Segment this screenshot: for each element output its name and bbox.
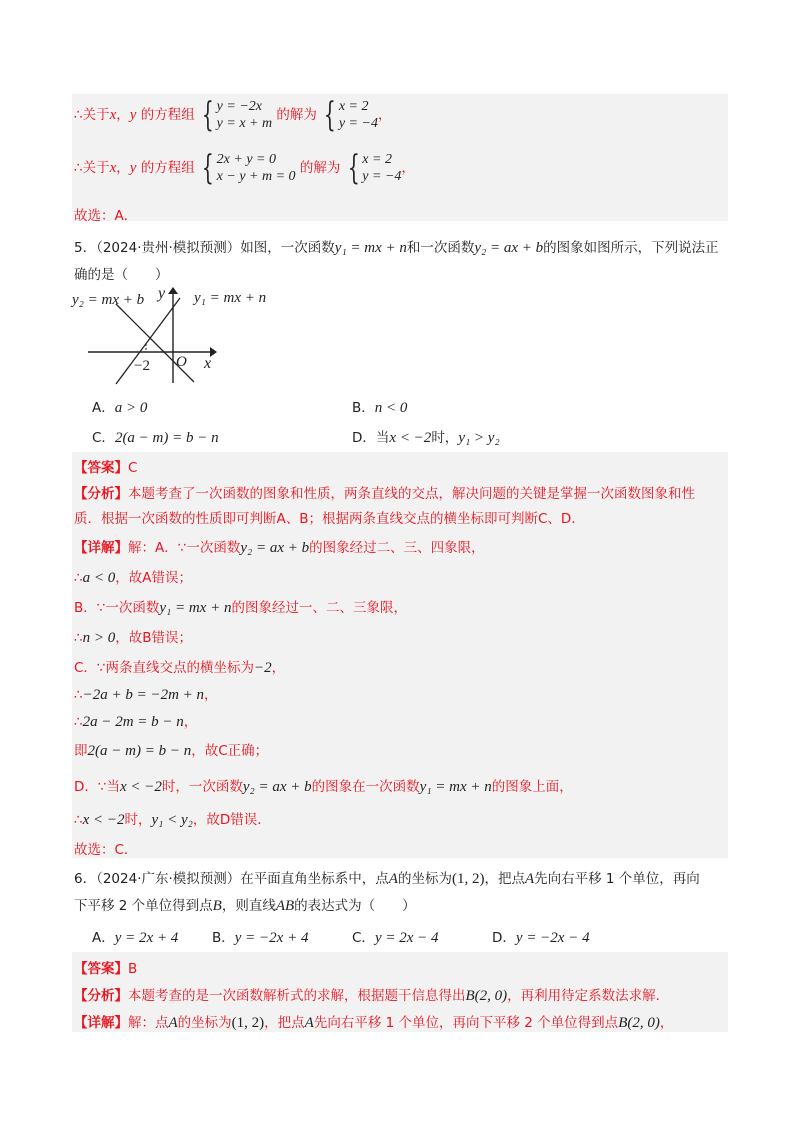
a5-analysis-2: 质．根据一次函数的性质即可判断A、B；根据两条直线交点的横坐标即可判断C、D． [74, 511, 585, 527]
axis-x-label: x [204, 355, 212, 372]
a6-analysis: 【分析】本题考查的是一次函数解析式的求解，根据题干信息得出B(2, 0)，再利用待定系数法求解． [74, 988, 670, 1004]
a5-detail-9: D．∵当x < −2时，一次函数y₂ = ax + b的图象在一次函数y₁ = mx + n的图象上面， [74, 779, 573, 795]
y-axis-arrow [168, 287, 178, 294]
q6-option-C[interactable]: C．y = 2x − 4 [352, 930, 439, 946]
a5-detail-4: ∴n > 0，故B错误； [74, 630, 192, 646]
system-line-2: ∴关于x，y 的方程组 { 2x + y = 0 x − y + m = 0 的解为 { x = 2 y = −4 ， [74, 148, 415, 188]
system-line-1: ∴关于x，y 的方程组 { y = −2x y = x + m 的解为 { x = 2 y = −4 ， [74, 95, 392, 135]
a5-answer: 【答案】C [74, 460, 138, 476]
label-y2: y₂ = mx + b [72, 292, 145, 308]
equation-system: { 2x + y = 0 x − y + m = 0 [201, 148, 296, 188]
question-6-stem-cont: 下平移 2 个单位得到点B，则直线AB的表达式为（ ） [74, 898, 416, 914]
solution-system: { x = 2 y = −4 [324, 95, 378, 135]
label-y1: y₁ = mx + n [194, 290, 267, 306]
equation-system: { y = −2x y = x + m [201, 95, 273, 135]
a5-detail-10: ∴x < −2时，y₁ < y₂，故D错误． [74, 812, 271, 828]
a6-answer: 【答案】B [74, 961, 138, 977]
q6-option-A[interactable]: A．y = 2x + 4 [92, 930, 179, 946]
origin-label: O [176, 354, 187, 370]
question-5-stem: 5．（2024·贵州·模拟预测）如图，一次函数y₁ = mx + n和一次函数y₂ = ax + b的图象如图所示，下列说法正 [74, 240, 719, 256]
a6-detail: 【详解】解：点A的坐标为(1, 2)，把点A先向右平移 1 个单位，再向下平移 2 个单位得到点B(2, 0)， [74, 1015, 674, 1031]
a5-detail-8: 即2(a − m) = b − n，故C正确； [74, 743, 269, 759]
line-y2 [116, 304, 194, 382]
a5-conclusion: 故选：C． [74, 842, 138, 858]
question-5-figure [72, 284, 267, 384]
tick-label: −2 [134, 358, 150, 374]
solution-system: { x = 2 y = −4 [347, 148, 402, 188]
question-6-stem: 6．（2024·广东·模拟预测）在平面直角坐标系中，点A的坐标为(1, 2)，把点A先向右平移 1 个单位，再向 [74, 871, 700, 887]
a5-detail-3: B．∵一次函数y₁ = mx + n的图象经过一、二、三象限， [74, 600, 407, 616]
a5-analysis-1: 【分析】本题考查了一次函数的图象和性质，两条直线的交点，解决问题的关键是掌握一次函数图象和性 [74, 486, 695, 502]
a5-detail-1: 【详解】解：A．∵一次函数y₂ = ax + b的图象经过二、三、四象限， [74, 540, 485, 556]
conclusion-line: 故选：A． [74, 208, 138, 224]
q6-option-B[interactable]: B．y = −2x + 4 [212, 930, 309, 946]
a5-detail-5: C．∵两条直线交点的横坐标为−2， [74, 660, 286, 676]
q6-option-D[interactable]: D．y = −2x − 4 [492, 930, 590, 946]
a5-detail-6: ∴−2a + b = −2m + n， [74, 687, 218, 703]
a5-detail-7: ∴2a − 2m = b − n， [74, 714, 198, 730]
q5-option-A[interactable]: A．a > 0 [92, 400, 148, 416]
question-5-stem-cont: 确的是（ ） [74, 267, 169, 283]
axis-y-label: y [158, 285, 166, 302]
q5-option-C[interactable]: C．2(a − m) = b − n [92, 430, 219, 446]
q5-option-B[interactable]: B．n < 0 [352, 400, 408, 416]
a5-detail-2: ∴a < 0，故A错误； [74, 570, 192, 586]
q5-option-D[interactable]: D．当x < −2时，y₁ > y₂ [352, 430, 500, 446]
